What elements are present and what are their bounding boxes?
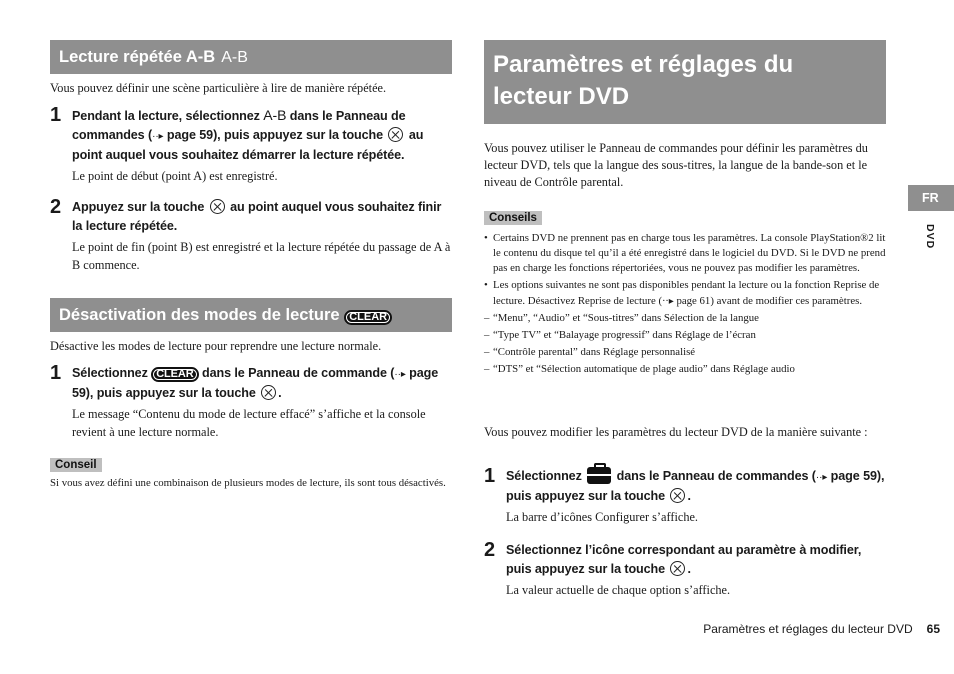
list-item: • Certains DVD ne prennent pas en charge tous les paramètres. La console PlayStation®2 lit le contenu du disque tel qu’il a été enregistré dans le logiciel du DVD. Si le DVD ne prend pas en charge les fonctions répertoriées, vous ne pouvez pas modifier les paramètres. xyxy=(484,231,886,277)
cross-button-icon xyxy=(388,127,403,142)
list-item: • Les options suivantes ne sont pas disponibles pendant la lecture ou la fonction Reprise de lecture. Désactivez Reprise de lecture (··▸ page 61) avant de modifier ces paramètres. xyxy=(484,278,886,308)
page-ref-arrow-icon: ··▸ xyxy=(394,369,406,380)
step-number: 1 xyxy=(50,362,62,384)
clear-icon: CLEAR xyxy=(344,310,392,325)
step-2-ab xyxy=(50,198,452,274)
step-result: Le message “Contenu du mode de lecture effacé” s’affiche et la console revient à une lecture normale. xyxy=(72,407,426,439)
tips-label: Conseils xyxy=(484,211,542,225)
ab-icon: A-B xyxy=(263,107,287,123)
step-number: 2 xyxy=(484,539,496,561)
language-tab: FR xyxy=(908,185,954,211)
step-1-settings xyxy=(484,467,886,526)
section-intro: Désactive les modes de lecture pour reprendre une lecture normale. xyxy=(50,339,382,353)
section-header-clear-modes xyxy=(50,298,452,332)
tip-text: Si vous avez défini une combinaison de plusieurs modes de lecture, ils sont tous désactivés. xyxy=(50,477,446,489)
step-instruction: Appuyez sur la touche au point auquel vous souhaitez finir la lecture répétée. xyxy=(72,200,442,233)
list-item: – “DTS” et “Sélection automatique de plage audio” dans Réglage audio xyxy=(484,362,886,377)
step-1-ab xyxy=(50,106,452,185)
paragraph: Vous pouvez modifier les paramètres du lecteur DVD de la manière suivante : xyxy=(484,425,868,439)
step-number: 1 xyxy=(50,104,62,126)
page-ref-arrow-icon: ··▸ xyxy=(815,472,828,483)
page-footer xyxy=(600,622,940,636)
tip-label: Conseil xyxy=(50,458,102,472)
step-instruction: Sélectionnez CLEAR dans le Panneau de commande (··▸ page 59), puis appuyez sur la touche . xyxy=(72,366,439,400)
step-result: La valeur actuelle de chaque option s’affiche. xyxy=(506,583,731,597)
footer-title: Paramètres et réglages du lecteur DVD xyxy=(703,622,913,636)
list-item: – “Menu”, “Audio” et “Sous-titres” dans Sélection de la langue xyxy=(484,311,886,326)
toolbox-icon xyxy=(587,467,611,484)
cross-button-icon xyxy=(670,488,685,503)
step-number: 2 xyxy=(50,196,62,218)
section-side-label: DVD xyxy=(924,224,936,250)
step-instruction: Pendant la lecture, sélectionnez A-B dans le Panneau de commandes (··▸ page 59), puis appuyez sur la touche au point auquel vous souhaitez démarrer la lecture répétée. xyxy=(72,107,424,162)
step-result: Le point de fin (point B) est enregistré et la lecture répétée du passage de A à B commence. xyxy=(72,240,451,272)
page-title: Paramètres et réglages du lecteur DVD xyxy=(484,40,886,124)
step-2-settings xyxy=(484,541,886,599)
section-intro: Vous pouvez utiliser le Panneau de commandes pour définir les paramètres du lecteur DVD, tels que la langue des sous-titres, la langue de la bande-son et le niveau de Contrôle parental. xyxy=(484,141,868,189)
list-item: – “Contrôle parental” dans Réglage personnalisé xyxy=(484,345,886,360)
step-instruction: Sélectionnez dans le Panneau de commandes (··▸ page 59), puis appuyez sur la touche . xyxy=(506,469,885,503)
step-result: La barre d’icônes Configurer s’affiche. xyxy=(506,510,698,524)
list-item: – “Type TV” et “Balayage progressif” dans Réglage de l’écran xyxy=(484,328,886,343)
section-title: Désactivation des modes de lecture xyxy=(59,306,340,324)
section-header-ab-repeat xyxy=(50,40,452,74)
clear-icon: CLEAR xyxy=(151,367,198,382)
page-number: 65 xyxy=(926,622,940,636)
page-ref-arrow-icon: ··▸ xyxy=(152,131,164,142)
cross-button-icon xyxy=(261,385,276,400)
step-instruction: Sélectionnez l’icône correspondant au paramètre à modifier, puis appuyez sur la touche . xyxy=(506,543,862,576)
tips-list xyxy=(484,231,886,377)
step-result: Le point de début (point A) est enregistré. xyxy=(72,169,278,183)
cross-button-icon xyxy=(210,199,225,214)
section-intro: Vous pouvez définir une scène particulière à lire de manière répétée. xyxy=(50,81,387,95)
ab-icon: A-B xyxy=(221,49,248,66)
step-1-clear xyxy=(50,364,452,441)
page-ref-arrow-icon: ··▸ xyxy=(662,295,674,307)
step-number: 1 xyxy=(484,465,496,487)
section-title: Lecture répétée A-B xyxy=(59,48,216,66)
cross-button-icon xyxy=(670,561,685,576)
